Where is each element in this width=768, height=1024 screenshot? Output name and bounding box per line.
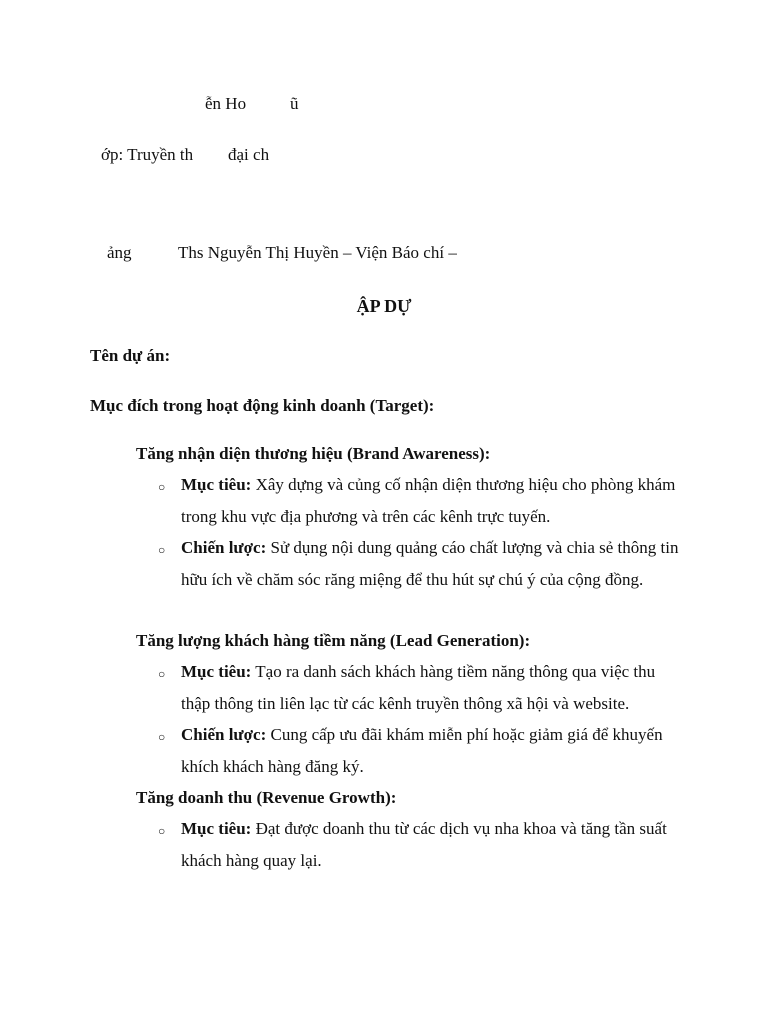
item-text: Xây dựng và củng cố nhận diện thương hiệu cho phòng khám trong khu vực địa phương và trên các kênh trực tuyến.	[181, 475, 676, 526]
item-label: Mục tiêu:	[181, 662, 252, 681]
list-item	[181, 469, 681, 532]
bullet-circle: ○	[158, 480, 166, 494]
goal-heading: Tăng nhận diện thương hiệu (Brand Awareness):	[136, 444, 491, 463]
header-class-tail: đại ch	[228, 145, 270, 164]
header-class: ớp: Truyền th	[101, 145, 194, 164]
header-instructor: Ths Nguyễn Thị Huyền – Viện Báo chí –	[178, 243, 457, 262]
goal-heading: Tăng doanh thu (Revenue Growth):	[136, 788, 397, 807]
list-item	[181, 813, 681, 876]
project-name-label: Tên dự án:	[90, 346, 171, 365]
header-student-name: ễn Ho	[205, 94, 247, 113]
item-label: Mục tiêu:	[181, 475, 252, 494]
list-item	[181, 532, 681, 595]
goal-heading: Tăng lượng khách hàng tiềm năng (Lead Generation):	[136, 631, 531, 650]
header-student-name-tail: ũ	[290, 94, 299, 113]
page-title: ẬP DỰ	[356, 296, 412, 316]
item-text: Đạt được doanh thu từ các dịch vụ nha khoa và tăng tần suất khách hàng quay lại.	[181, 819, 667, 870]
header-instructor-label: ảng	[107, 243, 132, 262]
bullet-circle: ○	[158, 730, 166, 744]
item-text: Sử dụng nội dung quảng cáo chất lượng và chia sẻ thông tin hữu ích về chăm sóc răng miệng để thu hút sự chú ý của cộng đồng.	[181, 538, 679, 589]
item-label: Mục tiêu:	[181, 819, 252, 838]
list-item	[181, 656, 681, 719]
item-text: Cung cấp ưu đãi khám miễn phí hoặc giảm giá để khuyến khích khách hàng đăng ký.	[181, 725, 663, 776]
bullet-circle: ○	[158, 824, 166, 838]
list-item	[181, 719, 681, 782]
item-text: Tạo ra danh sách khách hàng tiềm năng thông qua việc thu thập thông tin liên lạc từ các kênh truyền thông xã hội và website.	[181, 662, 656, 713]
bullet-circle: ○	[158, 543, 166, 557]
item-label: Chiến lược:	[181, 538, 267, 557]
bullet-circle: ○	[158, 667, 166, 681]
item-label: Chiến lược:	[181, 725, 267, 744]
target-label: Mục đích trong hoạt động kinh doanh (Target):	[90, 396, 435, 415]
